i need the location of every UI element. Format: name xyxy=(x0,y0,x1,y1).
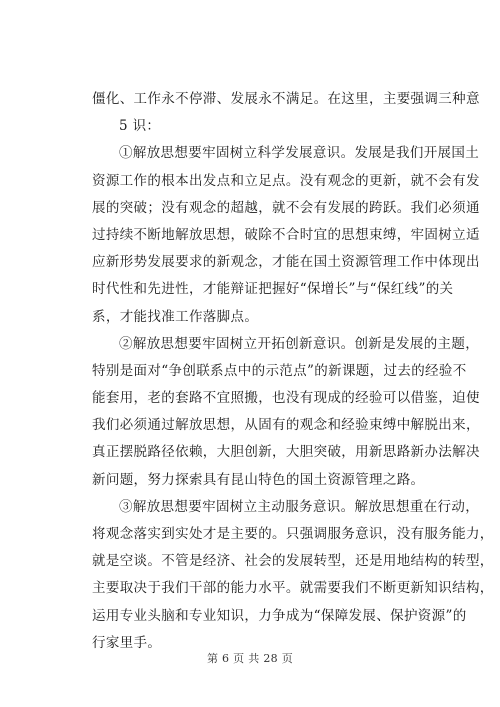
text-line: ①解放思想要牢固树立科学发展意识。发展是我们开展国土 xyxy=(119,145,480,162)
text-line: 真正摆脱路径依赖，大胆创新，大胆突破，用新思路新办法解决 xyxy=(92,444,480,461)
text-line: 行家里手。 xyxy=(92,634,162,651)
text-line: 应新形势发展要求的新观念，才能在国土资源管理工作中体现出 xyxy=(92,254,480,271)
text-line: 将观念落实到实处才是主要的。只强调服务意识，没有服务能力， xyxy=(92,526,494,542)
text-line: 新问题，努力探索具有昆山特色的国土资源管理之路。 xyxy=(92,471,425,488)
page-number-footer: 第 6 页 共 28 页 xyxy=(206,652,294,665)
text-line: 展的突破；没有观念的超越，就不会有发展的跨跃。我们必须通 xyxy=(92,199,480,216)
text-line: 僵化、工作永不停滞、发展永不满足。在这里，主要强调三种意 xyxy=(92,91,480,107)
text-line: 能套用，老的套路不宜照搬，也没有现成的经验可以借鉴，迫使 xyxy=(92,390,480,407)
text-line: 主要取决于我们干部的能力水平。就需要我们不断更新知识结构， xyxy=(92,580,494,597)
text-line: 我们必须通过解放思想，从固有的观念和经验束缚中解脱出来， xyxy=(92,417,480,434)
text-line: 5 识： xyxy=(119,118,161,135)
text-line: 过持续不断地解放思想，破除不合时宜的思想束缚，牢固树立适 xyxy=(92,226,480,243)
text-line: 资源工作的根本出发点和立足点。没有观念的更新，就不会有发 xyxy=(92,172,480,189)
text-line: ③解放思想要牢固树立主动服务意识。解放思想重在行动， xyxy=(119,498,480,515)
text-line: ②解放思想要牢固树立开拓创新意识。创新是发展的主题， xyxy=(119,335,480,352)
text-line: 就是空谈。不管是经济、社会的发展转型，还是用地结构的转型， xyxy=(92,553,494,570)
text-line: 时代性和先进性，才能辩证把握好“保增长”与“保红线”的关 xyxy=(92,281,454,298)
body-text xyxy=(92,86,494,657)
text-line: 系，才能找准工作落脚点。 xyxy=(92,308,259,325)
text-line: 运用专业头脑和专业知识，力争成为“保障发展、保护资源”的 xyxy=(92,607,467,624)
text-line: 特别是面对“争创联系点中的示范点”的新课题，过去的经验不 xyxy=(92,362,467,379)
